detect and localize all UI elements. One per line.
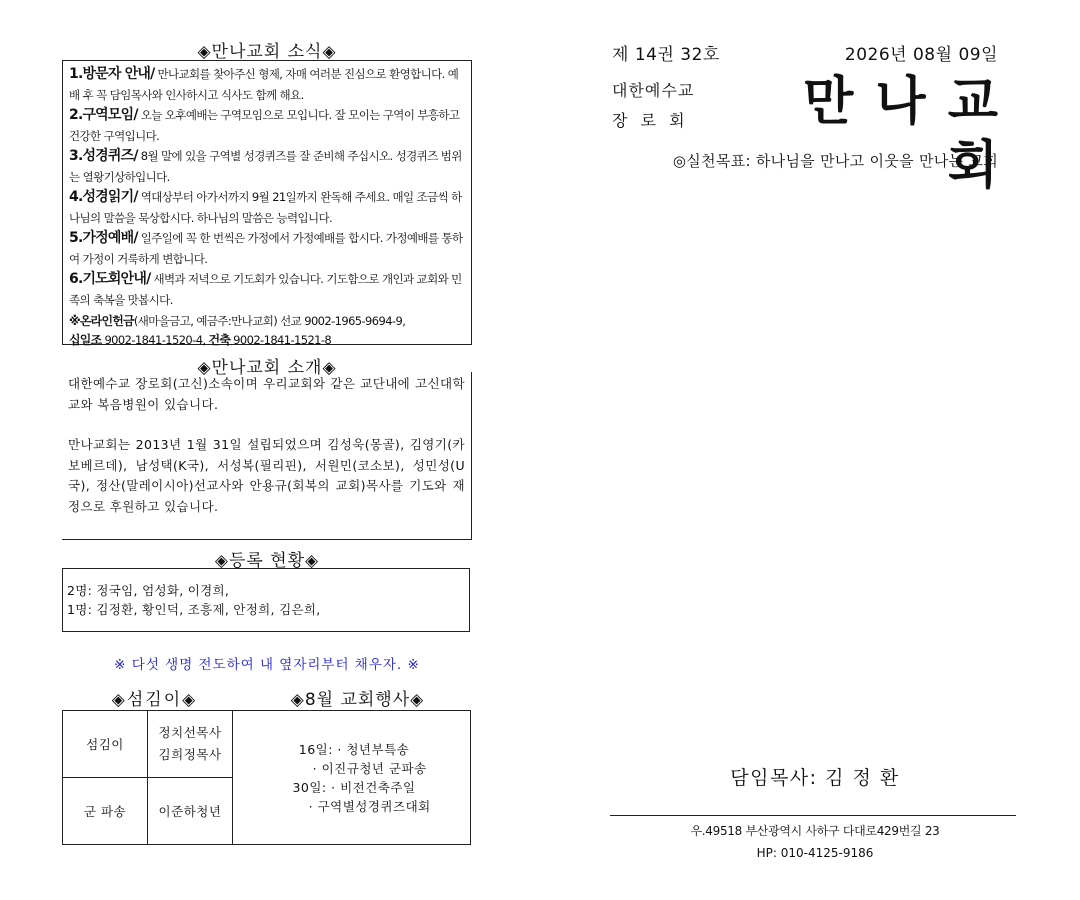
volume-number: 제 14권 32호 — [612, 45, 720, 65]
registration-line-2: 1명: 김정환, 황인덕, 조흥제, 안정희, 김은희, — [67, 602, 321, 617]
denomination-line-2: 장 로 회 — [612, 111, 689, 130]
registration-line-1: 2명: 정국임, 엄성화, 이경희, — [67, 583, 230, 598]
service-label-2: 군 파송 — [63, 778, 148, 845]
news-item-5: 5.가정예배/ 일주일에 꼭 한 번씩은 가정에서 가정예배를 합시다. 가정예배를 통하여 가정이 거룩하게 변합니다. — [69, 230, 463, 266]
registration-box — [62, 568, 470, 632]
news-title: ◈만나교회 소식◈ — [197, 42, 337, 62]
issue-date: 2026년 08월 09일 — [844, 45, 998, 65]
service-label-1: 섬김이 — [63, 711, 148, 778]
news-box — [62, 60, 472, 345]
church-name: 만 나 교 회 — [803, 72, 1000, 196]
service-names-1: 정치선목사 김희정목사 — [148, 711, 233, 778]
intro-box — [62, 372, 472, 540]
intro-para-1: 대한예수교 장로회(고신)소속이며 우리교회와 같은 교단내에 고신대학교와 복음병원이 있습니다. — [68, 376, 465, 412]
events-list: 16일: · 청년부특송 · 이진규청년 군파송 30일: · 비전건축주일 · 구역별성경퀴즈대회 — [233, 711, 471, 845]
pastor-name: 담임목사: 김 정 환 — [730, 767, 900, 789]
intro-para-2: 만나교회는 2013년 1월 31일 설립되었으며 김성욱(몽골), 김영기(카보베르데), 남성택(K국), 서성복(필리핀), 서원민(코소보), 성민성(U국), 정산(말레이시아)선교사와 안용규(회복의 교회)목사를 기도와 재정으로 후원하고 있습니다. — [68, 437, 465, 514]
service-title: ◈섬김이◈ — [111, 690, 198, 710]
service-name-2: 이준하청년 — [148, 778, 233, 845]
news-item-6: 6.기도회안내/ 새벽과 저녁으로 기도회가 있습니다. 기도함으로 개인과 교회와 민족의 축복을 맛봅시다. — [69, 271, 462, 307]
news-item-3: 3.성경퀴즈/ 8월 말에 있을 구역별 성경퀴즈를 잘 준비해 주십시오. 성경퀴즈 범위는 열왕기상하입니다. — [69, 148, 462, 184]
practice-goal: ◎실천목표: 하나님을 만나고 이웃을 만나는 교회 — [672, 152, 998, 170]
news-item-2: 2.구역모임/ 오늘 오후예배는 구역모임으로 모입니다. 잘 모이는 구역이 부흥하고 건강한 구역입니다. — [69, 107, 460, 143]
service-table — [62, 710, 471, 845]
intro-title: ◈만나교회 소개◈ — [197, 358, 337, 378]
denomination-line-1: 대한예수교 — [612, 81, 695, 100]
news-item-4: 4.성경읽기/ 역대상부터 아가서까지 9월 21일까지 완독해 주세요. 매일 조금씩 하나님의 말씀을 묵상합시다. 하나님의 말씀은 능력입니다. — [69, 189, 462, 225]
address: 우.49518 부산광역시 사하구 다대로429번길 23 — [690, 824, 940, 838]
news-item-1: 1.방문자 안내/ 만나교회를 찾아주신 형제, 자매 여러분 진심으로 환영합니다. 예배 후 꼭 담임목사와 인사하시고 식사도 함께 해요. — [69, 66, 459, 102]
slogan: ※ 다섯 생명 전도하여 내 옆자리부터 채우자. ※ — [114, 657, 420, 673]
offering-info: ※온라인헌금(새마을금고, 예금주:만나교회) 선교 9002-1965-9694-9, 십일조 9002-1841-1520-4, 건축 9002-1841-1521-8 — [69, 314, 406, 347]
registration-title: ◈등록 현황◈ — [214, 551, 320, 571]
events-title: ◈8월 교회행사◈ — [290, 690, 425, 710]
phone: HP: 010-4125-9186 — [756, 846, 874, 860]
divider-line — [610, 815, 1016, 816]
